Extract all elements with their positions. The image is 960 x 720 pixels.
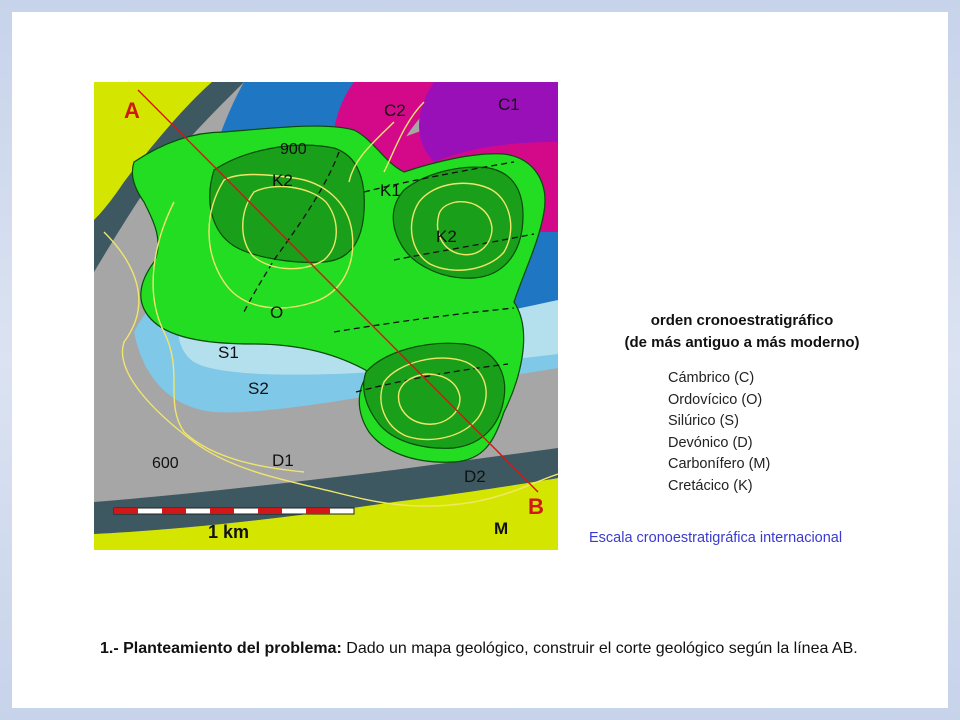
unit-m-label: M [494,519,509,538]
legend-title-line1: orden cronoestratigráfico [650,312,834,329]
chronostratigraphic-scale-link[interactable]: Escala cronoestratigráfica internacional [589,530,843,546]
legend-title-line2: (de más antiguo a más moderno) [624,334,860,351]
scale-bar [114,508,354,514]
unit-o-label: O [270,303,284,322]
point-b-label: B [528,494,544,519]
scale-label: 1 km [208,522,250,542]
unit-d2-label: D2 [464,467,486,486]
geologic-map-svg [94,82,558,550]
contour-600-label: 600 [152,455,179,472]
legend-item: Silúrico (S) [668,413,739,429]
point-a-label: A [124,98,140,123]
legend-item: Devónico (D) [668,434,753,451]
problem-lead: 1.- Planteamiento del problema: [100,640,342,657]
problem-statement [100,638,860,659]
legend-item: Cretácico (K) [668,477,753,494]
unit-c1-label: C1 [498,95,520,114]
unit-s2-label: S2 [248,379,269,398]
legend-list [668,368,902,497]
unit-k2-top-label: K2 [272,171,293,190]
legend-item: Cámbrico (C) [668,370,755,386]
unit-k1-label: K1 [380,181,401,200]
unit-c2-label: C2 [384,101,406,120]
legend-item: Carbonífero (M) [668,456,771,472]
legend-item: Ordovícico (O) [668,391,763,408]
unit-k2-right-label: K2 [436,227,457,246]
legend [602,310,902,497]
geologic-map [94,82,558,550]
problem-text: Dado un mapa geológico, construir el corte geológico según la línea AB. [341,640,858,657]
contour-900-label: 900 [280,141,307,158]
unit-d1-label: D1 [272,451,294,470]
unit-s1-label: S1 [218,343,239,362]
slide [12,12,948,708]
